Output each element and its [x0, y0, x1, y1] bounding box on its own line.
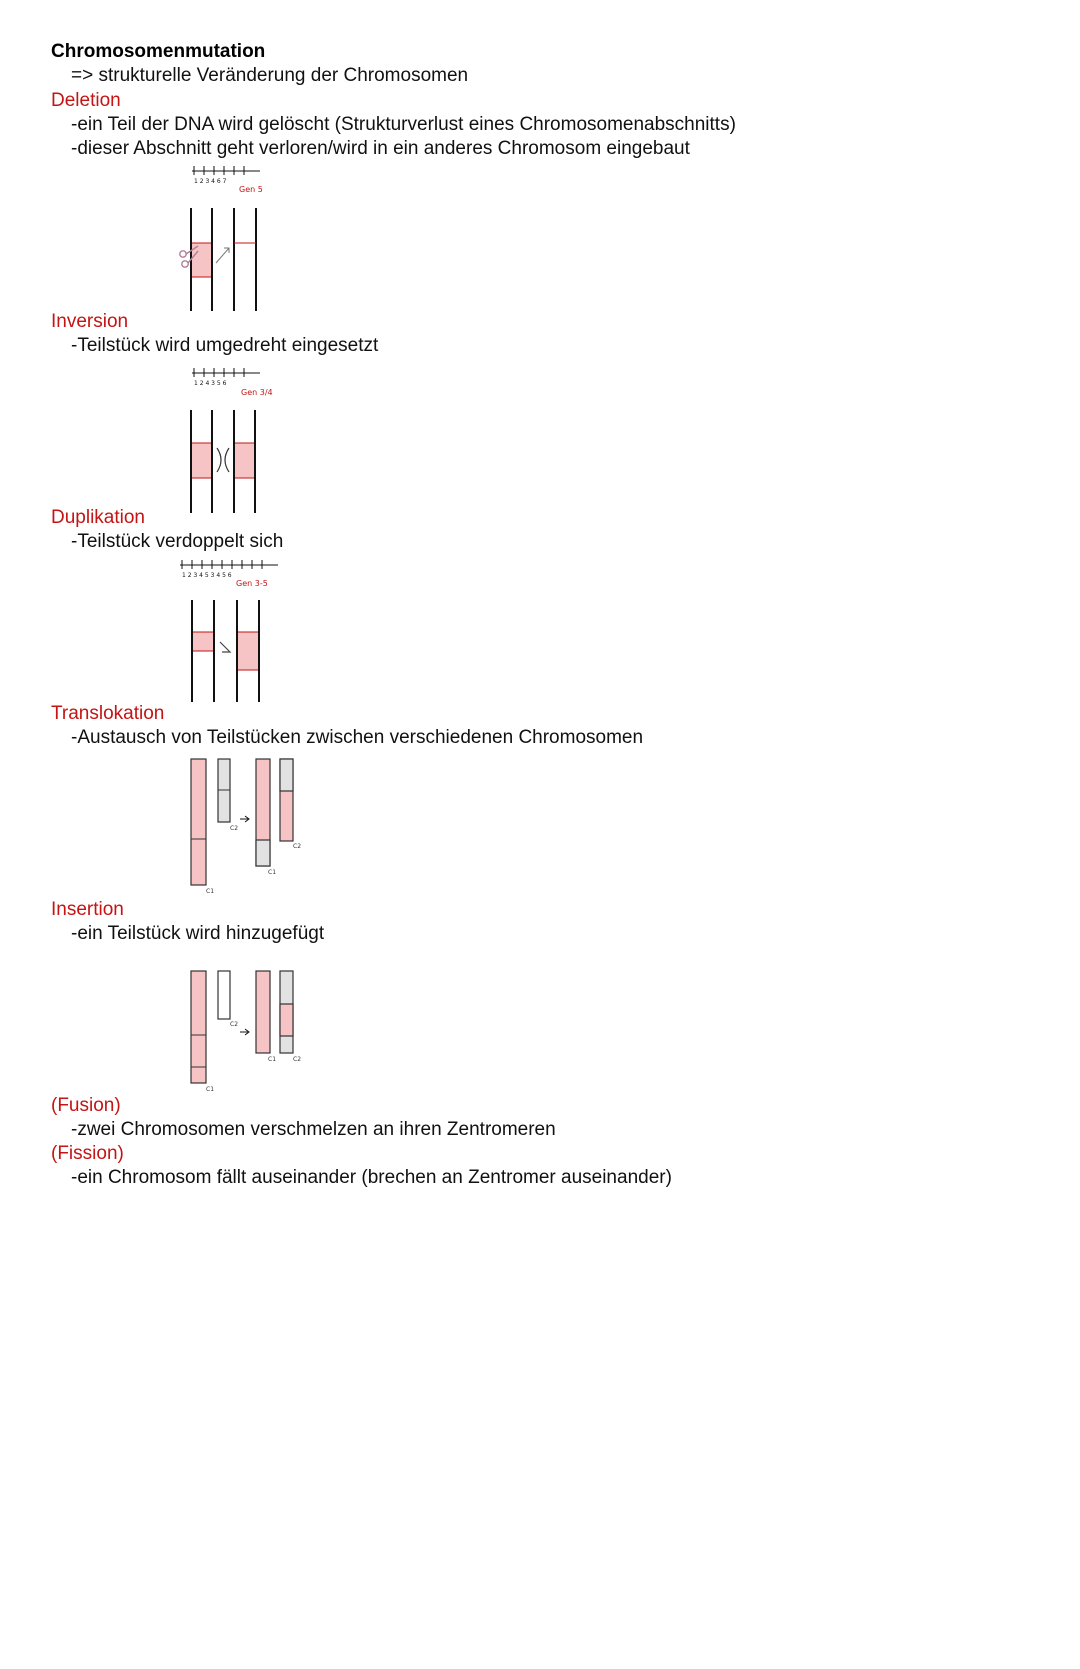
translokation-heading: Translokation — [51, 703, 165, 724]
inversion-line-1: -Teilstück wird umgedreht eingesetzt — [71, 335, 379, 356]
duplicated-segment — [237, 632, 259, 670]
duplikation-heading: Duplikation — [51, 507, 145, 528]
gene-label: Gen 3/4 — [241, 388, 273, 397]
deletion-line-2: -dieser Abschnitt geht verloren/wird in ein anderes Chromosom eingebaut — [71, 138, 690, 159]
chromosome-label: C2 — [293, 1056, 302, 1063]
gene-ticks: 1 2 3 4 6 7 — [194, 178, 227, 185]
fission-line-1: -ein Chromosom fällt auseinander (brechen an Zentromer auseinander) — [71, 1167, 672, 1188]
chromosome-c2 — [218, 971, 230, 1019]
gene-ticks: 1 2 4 3 5 6 — [194, 380, 227, 387]
chromosome-label: C1 — [268, 869, 277, 876]
chromosome-c1-new — [256, 971, 270, 1053]
gene-scale — [180, 560, 278, 588]
gene-label: Gen 5 — [239, 185, 263, 194]
deletion-diagram — [180, 166, 290, 316]
gene-label: Gen 3-5 — [236, 579, 268, 588]
chromosome-label: C2 — [293, 843, 302, 850]
gene-scale — [192, 166, 263, 194]
translokation-diagram — [180, 758, 320, 908]
duplikation-line-1: -Teilstück verdoppelt sich — [71, 531, 284, 552]
chromosome-c1 — [191, 759, 206, 885]
chromosome-c1 — [191, 971, 206, 1083]
translokation-line-1: -Austausch von Teilstücken zwischen verschiedenen Chromosomen — [71, 727, 644, 748]
inversion-diagram — [180, 368, 290, 518]
chromosome-label: C1 — [206, 888, 215, 895]
fission-heading: (Fission) — [51, 1143, 124, 1164]
duplikation-diagram — [180, 560, 290, 705]
subtitle: => strukturelle Veränderung der Chromosomen — [71, 65, 469, 86]
inverted-segment — [234, 443, 255, 478]
swap-arrows-icon — [217, 448, 229, 472]
insertion-heading: Insertion — [51, 899, 124, 920]
gene-scale — [192, 368, 273, 397]
insertion-diagram — [180, 970, 320, 1100]
arrow-icon — [220, 642, 230, 652]
chromosome-label: C1 — [206, 1086, 215, 1093]
chromosome-label: C2 — [230, 825, 239, 832]
inverted-segment — [191, 443, 212, 478]
chromosome-label: C2 — [230, 1021, 239, 1028]
chromosome-label: C1 — [268, 1056, 277, 1063]
inserted-segment — [280, 1004, 293, 1036]
deletion-heading: Deletion — [51, 90, 121, 111]
inversion-heading: Inversion — [51, 311, 129, 332]
insertion-line-1: -ein Teilstück wird hinzugefügt — [71, 923, 325, 944]
gene-ticks: 1 2 3 4 5 3 4 5 6 — [182, 572, 232, 579]
page-title: Chromosomenmutation — [51, 41, 266, 62]
fusion-heading: (Fusion) — [51, 1095, 121, 1116]
fusion-line-1: -zwei Chromosomen verschmelzen an ihren Zentromeren — [71, 1119, 556, 1140]
original-segment — [192, 632, 214, 651]
deletion-line-1: -ein Teil der DNA wird gelöscht (Strukturverlust eines Chromosomenabschnitts) — [71, 114, 736, 135]
arrow-icon — [216, 248, 229, 263]
